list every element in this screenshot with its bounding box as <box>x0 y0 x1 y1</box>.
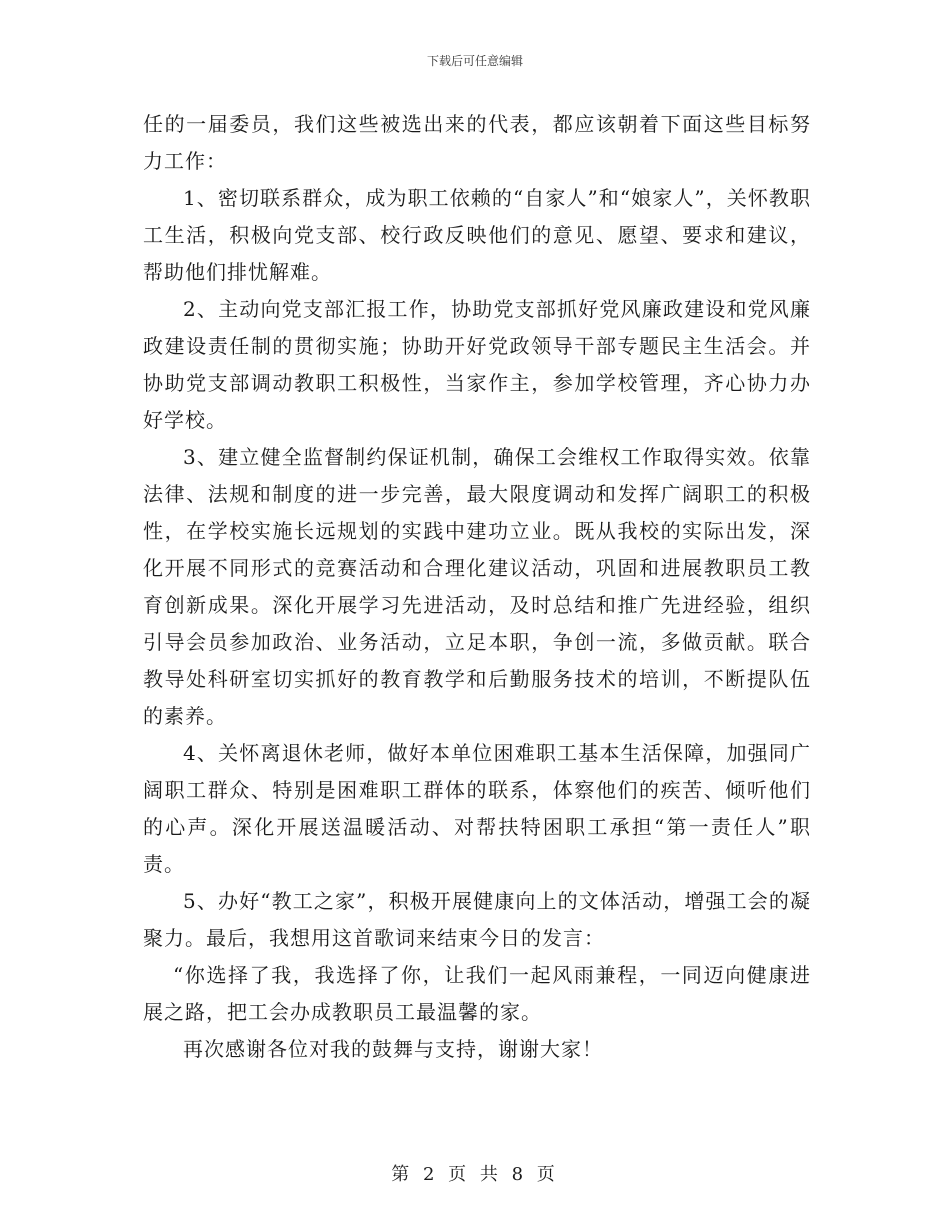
paragraph-continuation: 任的一届委员，我们这些被选出来的代表，都应该朝着下面这些目标努力工作： <box>143 112 811 173</box>
page-header: 下载后可任意编辑 <box>426 54 523 68</box>
paragraph-item-5: 5、办好“教工之家”，积极开展健康向上的文体活动，增强工会的凝聚力。最后，我想用这首歌词来结束今日的发言： <box>143 889 811 950</box>
paragraph-item-3: 3、建立健全监督制约保证机制，确保工会维权工作取得实效。依靠法律、法规和制度的进一步完善，最大限度调动和发挥广阔职工的积极性，在学校实施长远规划的实践中建功立业。既从我校的实际出发，深化开展不同形式的竞赛活动和合理化建议活动，巩固和进展教职员工教育创新成果。深化开展学习先进活动，及时总结和推广先进经验，组织引导会员参加政治、业务活动，立足本职，争创一流，多做贡献。联合教导处科研室切实抓好的教育教学和后勤服务技术的培训，不断提队伍的素养。 <box>143 445 811 728</box>
paragraph-item-1: 1、密切联系群众，成为职工依赖的“自家人”和“娘家人”，关怀教职工生活，积极向党支部、校行政反映他们的意见、愿望、要求和建议，帮助他们排忧解难。 <box>143 186 811 284</box>
closing-thanks: 再次感谢各位对我的鼓舞与支持，谢谢大家！ <box>183 1037 603 1061</box>
paragraph-item-4: 4、关怀离退休老师，做好本单位困难职工基本生活保障，加强同广阔职工群众、特别是困难职工群体的联系，体察他们的疾苦、倾听他们的心声。深化开展送温暖活动、对帮扶特困职工承担“第一责任人”职责。 <box>143 741 811 876</box>
page-footer: 第 2 页 共 8 页 <box>391 1164 559 1185</box>
document-body <box>143 106 811 1068</box>
paragraph-item-2: 2、主动向党支部汇报工作，协助党支部抓好党风廉政建设和党风廉政建设责任制的贯彻实施；协助开好党政领导干部专题民主生活会。并协助党支部调动教职工积极性，当家作主，参加学校管理，齐心协力办好学校。 <box>143 297 811 432</box>
song-quote: “你选择了我，我选择了你，让我们一起风雨兼程，一同迈向健康进展之路，把工会办成教职员工最温馨的家。 <box>143 963 811 1024</box>
